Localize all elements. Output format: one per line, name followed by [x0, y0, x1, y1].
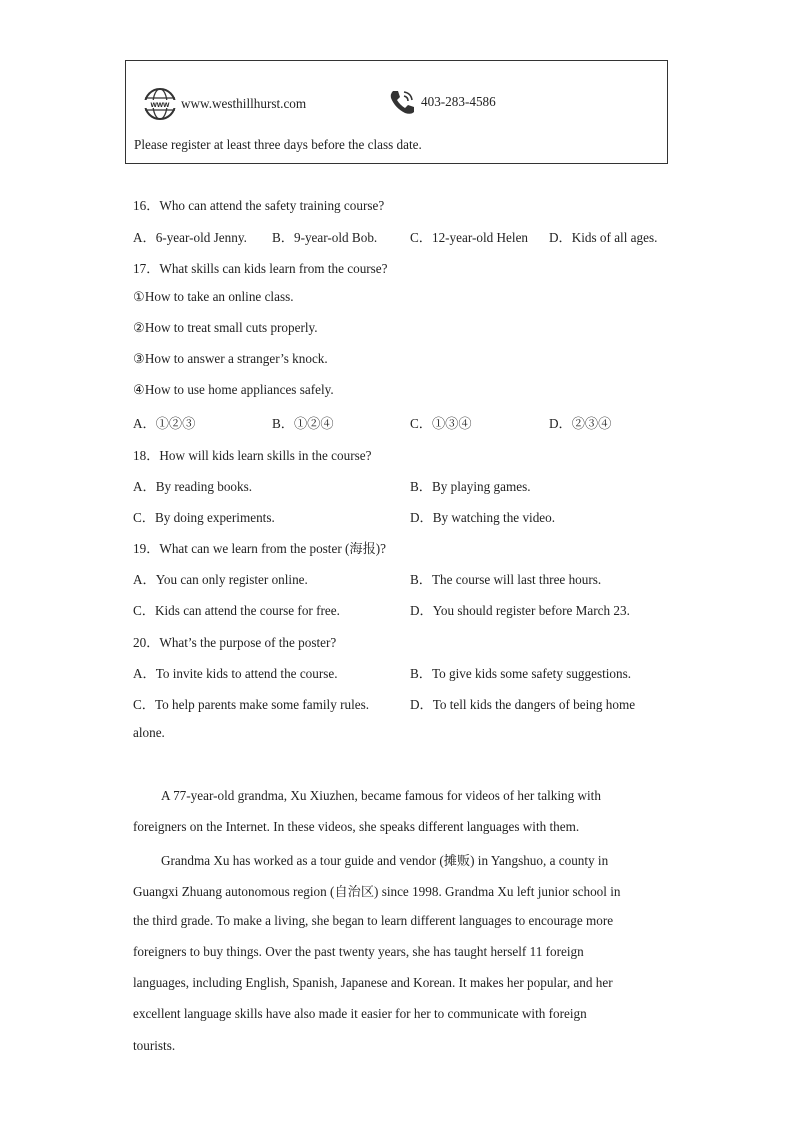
- q20-option-d[interactable]: D．To tell kids the dangers of being home: [410, 697, 636, 712]
- question-18-stem: 18．How will kids learn skills in the course?: [133, 448, 372, 463]
- phone-icon: [387, 87, 417, 117]
- passage-line: tourists.: [133, 1038, 176, 1053]
- question-17-stem: 17．What skills can kids learn from the course?: [133, 261, 388, 276]
- passage-line: foreigners to buy things. Over the past twenty years, she has taught herself 11 foreign: [133, 944, 584, 959]
- phone-number: 403-283-4586: [421, 94, 496, 109]
- q17-option-c[interactable]: C．①③④: [410, 416, 472, 431]
- q18-option-b[interactable]: B．By playing games.: [410, 479, 531, 494]
- q19-option-c[interactable]: C．Kids can attend the course for free.: [133, 603, 340, 618]
- q18-option-c[interactable]: C．By doing experiments.: [133, 510, 275, 525]
- q17-option-a[interactable]: A．①②③: [133, 416, 196, 431]
- q16-option-b[interactable]: B．9-year-old Bob.: [272, 230, 378, 245]
- registration-notice: Please register at least three days before the class date.: [134, 137, 422, 152]
- passage-line: excellent language skills have also made it easier for her to communicate with foreign: [133, 1006, 587, 1021]
- q19-option-d[interactable]: D．You should register before March 23.: [410, 603, 630, 618]
- q17-option-b[interactable]: B．①②④: [272, 416, 334, 431]
- q20-option-a[interactable]: A．To invite kids to attend the course.: [133, 666, 338, 681]
- website-text[interactable]: www.westhillhurst.com: [181, 96, 307, 111]
- website-contact: [143, 87, 306, 121]
- svg-text:www: www: [150, 100, 170, 109]
- q17-item-3: ③How to answer a stranger’s knock.: [133, 351, 328, 366]
- passage-line: languages, including English, Spanish, Japanese and Korean. It makes her popular, and her: [133, 975, 613, 990]
- q18-option-d[interactable]: D．By watching the video.: [410, 510, 556, 525]
- q16-option-a[interactable]: A．6-year-old Jenny.: [133, 230, 247, 245]
- q20-option-b[interactable]: B．To give kids some safety suggestions.: [410, 666, 632, 681]
- q17-item-1: ①How to take an online class.: [133, 289, 294, 304]
- q17-item-4: ④How to use home appliances safely.: [133, 382, 334, 397]
- question-20-stem: 20．What’s the purpose of the poster?: [133, 635, 337, 650]
- q16-option-c[interactable]: C．12-year-old Helen: [410, 230, 529, 245]
- q18-option-a[interactable]: A．By reading books.: [133, 479, 253, 494]
- poster-contact-box: [125, 60, 668, 164]
- passage-line: Grandma Xu has worked as a tour guide and vendor (摊贩) in Yangshuo, a county in: [161, 853, 609, 868]
- question-19-stem: 19．What can we learn from the poster (海报)?: [133, 541, 387, 556]
- question-16-stem: 16．Who can attend the safety training course?: [133, 198, 385, 213]
- passage-line: A 77-year-old grandma, Xu Xiuzhen, became famous for videos of her talking with: [161, 788, 601, 803]
- www-globe-icon: [143, 87, 177, 121]
- passage-line: Guangxi Zhuang autonomous region (自治区) since 1998. Grandma Xu left junior school in: [133, 884, 621, 899]
- passage-line: the third grade. To make a living, she began to learn different languages to encourage more: [133, 913, 614, 928]
- q20-option-d-continuation: alone.: [133, 725, 165, 740]
- phone-contact: [387, 87, 496, 117]
- q19-option-b[interactable]: B．The course will last three hours.: [410, 572, 602, 587]
- q17-option-d[interactable]: D．②③④: [549, 416, 612, 431]
- q20-option-c[interactable]: C．To help parents make some family rules.: [133, 697, 370, 712]
- passage-line: foreigners on the Internet. In these videos, she speaks different languages with them.: [133, 819, 580, 834]
- q17-item-2: ②How to treat small cuts properly.: [133, 320, 318, 335]
- q19-option-a[interactable]: A．You can only register online.: [133, 572, 308, 587]
- q16-option-d[interactable]: D．Kids of all ages.: [549, 230, 658, 245]
